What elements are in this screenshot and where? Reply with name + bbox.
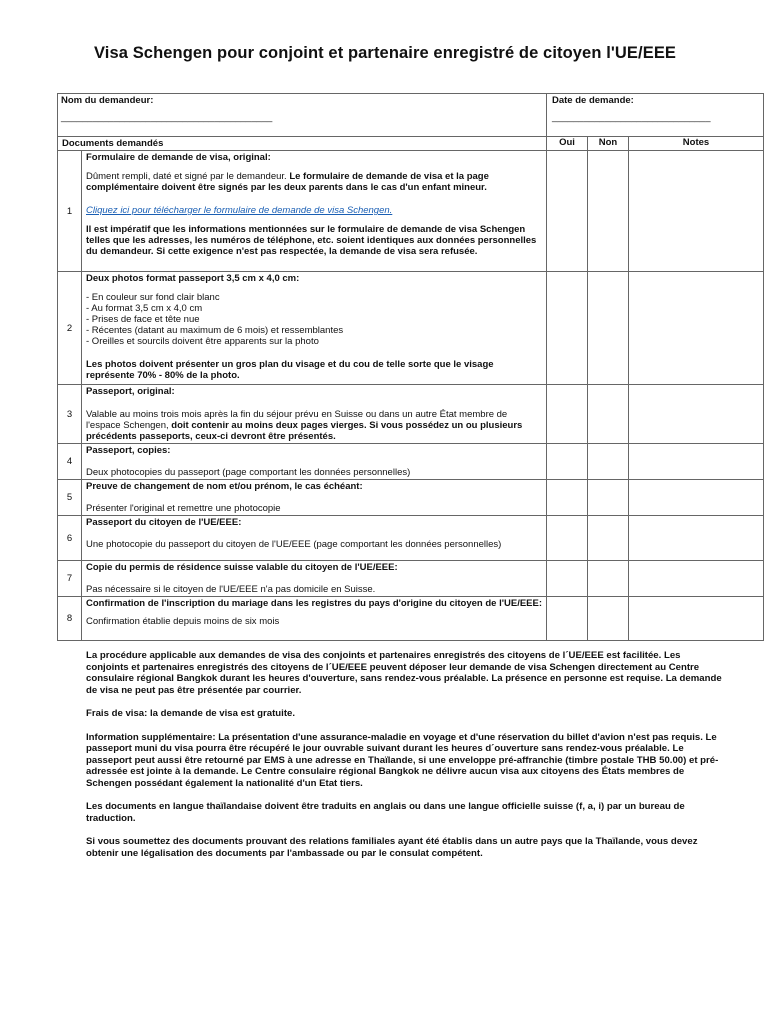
- notes-cell[interactable]: [629, 385, 764, 444]
- notes-cell[interactable]: [629, 480, 764, 516]
- additional-info-paragraph: Information supplémentaire: La présentation d'une assurance-maladie en voyage et d'une réservation du billet d'avion n'est pas requis. Le passeport muni du visa pourra être récupéré le jour ouvrable suivant durant les heures d´ouverture sans rendez-vous préalable. Le passeport peut aussi être retourné par EMS à une adresse en Thaïlande, si une enveloppe pré-affranchie (timbre postale THB 50.00) et pré-adressée est jointe à la demande. Le Centre consulaire régional Bangkok ne délivre aucun visa aux citoyens des États membres de Schengen possédant également la nationalité d'un Etat tiers.: [86, 731, 719, 789]
- oui-checkbox-cell[interactable]: [547, 151, 588, 272]
- table-row: [58, 151, 764, 272]
- table-row: [58, 385, 764, 444]
- row-number: 3: [58, 385, 82, 444]
- row-description: [82, 597, 547, 641]
- row-text-bold: doit contenir au moins deux pages vierges. Si vous possédez un ou plusieurs précédents passeports, ceux-ci devront être présentés.: [86, 420, 523, 442]
- list-item: - Prises de face et tête nue: [86, 314, 200, 325]
- oui-checkbox-cell[interactable]: [547, 480, 588, 516]
- list-item: - Oreilles et sourcils doivent être apparents sur la photo: [86, 336, 319, 347]
- row-number: 7: [58, 561, 82, 597]
- non-checkbox-cell[interactable]: [588, 480, 629, 516]
- row-description: [82, 561, 547, 597]
- non-checkbox-cell[interactable]: [588, 151, 629, 272]
- notes-cell[interactable]: [629, 516, 764, 561]
- non-checkbox-cell[interactable]: [588, 561, 629, 597]
- notes-cell[interactable]: [629, 597, 764, 641]
- application-date-field[interactable]: [547, 94, 764, 137]
- row-number: 5: [58, 480, 82, 516]
- download-form-link[interactable]: Cliquez ici pour télécharger le formulaire de demande de visa Schengen.: [86, 205, 393, 216]
- photo-requirements-list: [86, 292, 542, 347]
- page-title: Visa Schengen pour conjoint et partenaire enregistré de citoyen l'UE/EEE: [93, 44, 677, 62]
- row-text: Confirmation établie depuis moins de six mois: [86, 616, 280, 627]
- row-number: 8: [58, 597, 82, 641]
- row-text: [86, 409, 542, 442]
- notes-cell[interactable]: [629, 561, 764, 597]
- oui-checkbox-cell[interactable]: [547, 272, 588, 385]
- row-title: Deux photos format passeport 3,5 cm x 4,0 cm:: [86, 273, 300, 284]
- checklist-table: [57, 93, 764, 641]
- non-checkbox-cell[interactable]: [588, 444, 629, 480]
- non-checkbox-cell[interactable]: [588, 516, 629, 561]
- translation-paragraph: Les documents en langue thaïlandaise doivent être traduits en anglais ou dans une langue officielle suisse (f, a, i) par un bureau de traduction.: [86, 801, 685, 824]
- row-note: Il est impératif que les informations mentionnées sur le formulaire de demande de visa Schengen telles que les adresses, les numéros de téléphone, etc. soient identiques aux données personnelles du demandeur. Si cette exigence n'est pas respectée, la demande de visa sera refusée.: [86, 224, 537, 257]
- table-row: [58, 597, 764, 641]
- row-description: [82, 516, 547, 561]
- row-number: 4: [58, 444, 82, 480]
- table-row: [58, 272, 764, 385]
- row-text-normal: Dûment rempli, daté et signé par le demandeur.: [86, 171, 290, 182]
- list-item: - Récentes (datant au maximum de 6 mois) et ressemblantes: [86, 325, 344, 336]
- row-title: Copie du permis de résidence suisse valable du citoyen de l'UE/EEE:: [86, 562, 398, 573]
- row-note: Les photos doivent présenter un gros plan du visage et du cou de telle sorte que le visage représente 70% - 80% de la photo.: [86, 359, 494, 381]
- oui-checkbox-cell[interactable]: [547, 597, 588, 641]
- non-checkbox-cell[interactable]: [588, 272, 629, 385]
- table-row: [58, 516, 764, 561]
- row-number: 1: [58, 151, 82, 272]
- non-checkbox-cell[interactable]: [588, 597, 629, 641]
- col-documents: Documents demandés: [58, 137, 547, 151]
- row-title: Passeport du citoyen de l'UE/EEE:: [86, 517, 242, 528]
- row-description: [82, 151, 547, 272]
- col-oui: Oui: [547, 137, 588, 151]
- row-text: Présenter l'original et remettre une photocopie: [86, 503, 281, 514]
- row-text: Deux photocopies du passeport (page comportant les données personnelles): [86, 467, 411, 478]
- oui-checkbox-cell[interactable]: [547, 444, 588, 480]
- application-date-line: ______________________________: [552, 112, 711, 123]
- column-header-row: [58, 137, 764, 151]
- col-non: Non: [588, 137, 629, 151]
- row-description: [82, 444, 547, 480]
- applicant-name-label: Nom du demandeur:: [61, 95, 154, 106]
- table-row: [58, 561, 764, 597]
- row-number: 6: [58, 516, 82, 561]
- info-section: [86, 650, 722, 871]
- visa-fee-paragraph: Frais de visa: la demande de visa est gratuite.: [86, 708, 296, 719]
- row-title: Preuve de changement de nom et/ou prénom, le cas échéant:: [86, 481, 363, 492]
- table-row: [58, 444, 764, 480]
- applicant-name-field[interactable]: [58, 94, 547, 137]
- applicant-name-line: ________________________________________: [61, 112, 273, 123]
- row-text: Une photocopie du passeport du citoyen de l'UE/EEE (page comportant les données personnelles): [86, 539, 502, 550]
- row-title: Passeport, original:: [86, 386, 175, 397]
- row-text-normal: Valable au moins trois mois après la fin du séjour prévu en Suisse ou dans un autre État membre de l'espace Schengen,: [86, 409, 508, 431]
- application-date-label: Date de demande:: [552, 95, 634, 106]
- row-text: [86, 171, 542, 193]
- list-item: - En couleur sur fond clair blanc: [86, 292, 220, 303]
- row-title: Formulaire de demande de visa, original:: [86, 152, 271, 163]
- notes-cell[interactable]: [629, 151, 764, 272]
- list-item: - Au format 3,5 cm x 4,0 cm: [86, 303, 203, 314]
- row-description: [82, 272, 547, 385]
- oui-checkbox-cell[interactable]: [547, 385, 588, 444]
- row-description: [82, 480, 547, 516]
- notes-cell[interactable]: [629, 272, 764, 385]
- oui-checkbox-cell[interactable]: [547, 561, 588, 597]
- row-number: 2: [58, 272, 82, 385]
- row-description: [82, 385, 547, 444]
- header-row: [58, 94, 764, 137]
- row-text-bold: Le formulaire de demande de visa et la page complémentaire doivent être signés par les deux parents dans le cas d'un enfant mineur.: [86, 171, 489, 193]
- notes-cell[interactable]: [629, 444, 764, 480]
- row-text: Pas nécessaire si le citoyen de l'UE/EEE n'a pas domicile en Suisse.: [86, 584, 376, 595]
- non-checkbox-cell[interactable]: [588, 385, 629, 444]
- row-title: Confirmation de l'inscription du mariage dans les registres du pays d'origine du citoyen de l'UE/EEE:: [86, 598, 543, 609]
- oui-checkbox-cell[interactable]: [547, 516, 588, 561]
- procedure-paragraph: La procédure applicable aux demandes de visa des conjoints et partenaires enregistrés des citoyens de l´UE/EEE est facilitée. Les conjoints et partenaires enregistrés des citoyens de l´UE/EEE peuvent déposer leur demande de visa Schengen directement au Centre consulaire régional Bangkok durant les heures d'ouverture, sans rendez-vous préalable. La présence en personne est requise. La demande de visa ne peut pas être présentée par courrier.: [86, 650, 722, 696]
- row-title: Passeport, copies:: [86, 445, 171, 456]
- legalisation-paragraph: Si vous soumettez des documents prouvant des relations familiales ayant été établis dans un autre pays que la Thaïlande, vous devez obtenir une légalisation des documents par l'ambassade ou par le consulat compétent.: [86, 836, 698, 859]
- col-notes: Notes: [629, 137, 764, 151]
- table-row: [58, 480, 764, 516]
